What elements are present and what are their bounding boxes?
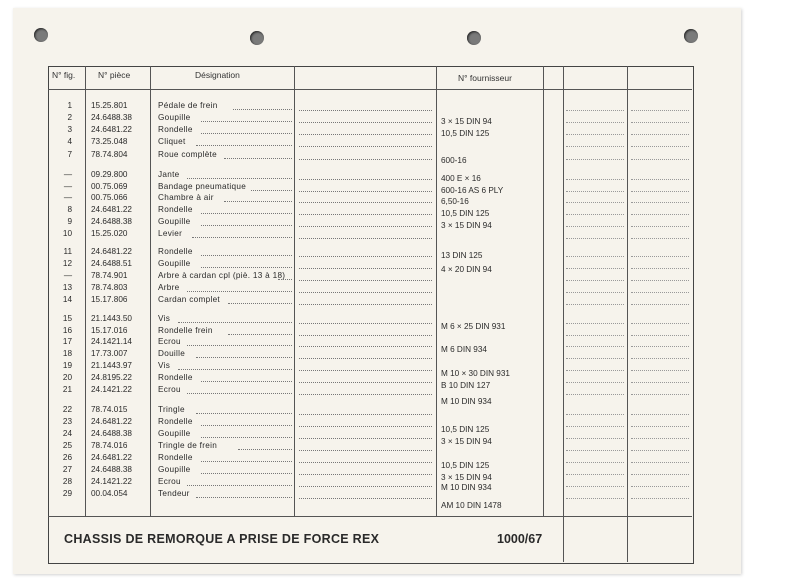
ruling-line: [566, 256, 624, 257]
part-number: 24.6488.38: [91, 217, 132, 226]
dot-leader: [299, 382, 432, 383]
dot-leader: [299, 191, 432, 192]
ruling-line: [566, 238, 624, 239]
dot-leader: [299, 134, 432, 135]
ruling-line: [566, 179, 624, 180]
dot-leader: [201, 213, 292, 214]
designation: Cliquet: [158, 137, 186, 146]
fig-number: 11: [63, 247, 72, 256]
ruling-line: [631, 179, 689, 180]
ruling-line: [631, 268, 689, 269]
fig-number: —: [63, 182, 72, 191]
supplier-number: 10,5 DIN 125: [441, 425, 490, 434]
dot-leader: [238, 449, 292, 450]
designation: Pédale de frein: [158, 101, 218, 110]
supplier-number: 4 × 20 DIN 94: [441, 265, 492, 274]
dot-leader: [201, 437, 292, 438]
ruling-line: [566, 426, 624, 427]
fig-number: —: [63, 271, 72, 280]
supplier-number: M 10 × 30 DIN 931: [441, 369, 510, 378]
fig-number: 24: [62, 429, 72, 438]
supplier-number: 13 DIN 125: [441, 251, 483, 260]
header-designation: Désignation: [195, 70, 240, 80]
ruling-line: [566, 474, 624, 475]
fig-number: 19: [62, 361, 72, 370]
ruling-line: [631, 146, 689, 147]
part-number: 24.1421.14: [91, 337, 132, 346]
dot-leader: [201, 381, 292, 382]
ruling-line: [566, 134, 624, 135]
fig-number: 7: [67, 150, 72, 159]
dot-leader: [299, 214, 432, 215]
dot-leader: [196, 497, 292, 498]
dot-leader: [178, 322, 292, 323]
header-fig: N° fig.: [52, 70, 76, 80]
dot-leader: [299, 110, 432, 111]
ruling-line: [631, 238, 689, 239]
designation: Rondelle: [158, 453, 193, 462]
dot-leader: [299, 226, 432, 227]
supplier-number: 10,5 DIN 125: [441, 129, 490, 138]
dot-leader: [299, 486, 432, 487]
fig-number: 22: [62, 405, 72, 414]
page-title: CHASSIS DE REMORQUE A PRISE DE FORCE REX: [64, 532, 380, 546]
fig-number: 29: [62, 489, 72, 498]
part-number: 15.25.801: [91, 101, 128, 110]
ruling-line: [631, 323, 689, 324]
ruling-line: [566, 486, 624, 487]
designation: Chambre à air: [158, 193, 214, 202]
ruling-line: [631, 462, 689, 463]
supplier-number: 600-16: [441, 156, 467, 165]
ruling-line: [631, 498, 689, 499]
designation: Arbre: [158, 283, 180, 292]
dot-leader: [299, 438, 432, 439]
ruling-line: [566, 370, 624, 371]
dot-leader: [201, 133, 292, 134]
part-number: 78.74.016: [91, 441, 128, 450]
designation: Rondelle: [158, 205, 193, 214]
designation: Arbre à cardan cpl (piè. 13 à 18): [158, 271, 286, 280]
dot-leader: [201, 121, 292, 122]
dot-leader: [299, 159, 432, 160]
designation: Ecrou: [158, 385, 181, 394]
dot-leader: [299, 122, 432, 123]
designation: Goupille: [158, 217, 191, 226]
ruling-line: [631, 280, 689, 281]
dot-leader: [299, 346, 432, 347]
designation: Cardan complet: [158, 295, 220, 304]
dot-leader: [299, 256, 432, 257]
fig-number: 14: [62, 295, 72, 304]
dot-leader: [187, 345, 292, 346]
supplier-number: 3 × 15 DIN 94: [441, 221, 492, 230]
ruling-line: [566, 110, 624, 111]
dot-leader: [299, 358, 432, 359]
ruling-line: [566, 346, 624, 347]
designation: Rondelle: [158, 417, 193, 426]
ruling-line: [631, 122, 689, 123]
fig-number: 27: [62, 465, 72, 474]
fig-number: 28: [62, 477, 72, 486]
dot-leader: [201, 225, 292, 226]
fig-number: 2: [67, 113, 72, 122]
ruling-line: [566, 462, 624, 463]
part-number: 21.1443.50: [91, 314, 132, 323]
dot-leader: [187, 485, 292, 486]
ruling-line: [631, 450, 689, 451]
supplier-number: 6,50-16: [441, 197, 469, 206]
dot-leader: [224, 158, 292, 159]
ruling-line: [566, 122, 624, 123]
binder-hole-1: [34, 28, 48, 42]
ruling-line: [566, 214, 624, 215]
designation: Rondelle: [158, 247, 193, 256]
fig-number: 8: [67, 205, 72, 214]
part-number: 78.74.015: [91, 405, 128, 414]
ruling-line: [631, 256, 689, 257]
part-number: 09.29.800: [91, 170, 128, 179]
supplier-number: M 6 DIN 934: [441, 345, 487, 354]
supplier-number: 10,5 DIN 125: [441, 461, 490, 470]
designation: Rondelle frein: [158, 326, 213, 335]
ruling-line: [631, 414, 689, 415]
dot-leader: [196, 145, 292, 146]
designation: Goupille: [158, 259, 191, 268]
ruling-line: [566, 358, 624, 359]
fig-number: 13: [62, 283, 72, 292]
dot-leader: [201, 461, 292, 462]
dot-leader: [299, 323, 432, 324]
part-number: 24.6481.22: [91, 417, 132, 426]
ruling-line: [631, 438, 689, 439]
part-number: 24.6481.22: [91, 453, 132, 462]
ruling-line: [566, 159, 624, 160]
fig-number: 12: [62, 259, 72, 268]
designation: Goupille: [158, 113, 191, 122]
part-number: 24.6488.38: [91, 429, 132, 438]
fig-number: 23: [62, 417, 72, 426]
ruling-line: [566, 191, 624, 192]
dot-leader: [299, 304, 432, 305]
ruling-line: [566, 202, 624, 203]
dot-leader: [299, 370, 432, 371]
ruling-line: [566, 450, 624, 451]
supplier-number: AM 10 DIN 1478: [441, 501, 502, 510]
dot-leader: [201, 473, 292, 474]
dot-leader: [228, 303, 292, 304]
dot-leader: [299, 450, 432, 451]
part-number: 24.6488.38: [91, 113, 132, 122]
dot-leader: [178, 369, 292, 370]
part-number: 73.25.048: [91, 137, 128, 146]
part-number: 78.74.804: [91, 150, 128, 159]
part-number: 24.1421.22: [91, 385, 132, 394]
part-number: 78.74.901: [91, 271, 128, 280]
ruling-line: [566, 335, 624, 336]
designation: Vis: [158, 314, 171, 323]
supplier-number: 10,5 DIN 125: [441, 209, 490, 218]
dot-leader: [228, 334, 292, 335]
header-rule: [48, 89, 692, 90]
designation: Roue complète: [158, 150, 217, 159]
supplier-number: 3 × 15 DIN 94: [441, 437, 492, 446]
ruling-line: [566, 280, 624, 281]
part-number: 24.6488.38: [91, 465, 132, 474]
ruling-line: [631, 335, 689, 336]
ruling-line: [631, 202, 689, 203]
footer-rule: [48, 516, 692, 517]
ruling-line: [566, 146, 624, 147]
part-number: 78.74.803: [91, 283, 128, 292]
fig-number: 3: [67, 125, 72, 134]
fig-number: 21: [62, 385, 72, 394]
part-number: 00.04.054: [91, 489, 128, 498]
dot-leader: [187, 393, 292, 394]
dot-leader: [233, 109, 292, 110]
supplier-number: 600-16 AS 6 PLY: [441, 186, 504, 195]
fig-number: 15: [62, 314, 72, 323]
ruling-line: [566, 498, 624, 499]
ruling-line: [566, 226, 624, 227]
fig-number: 4: [67, 137, 72, 146]
dot-leader: [299, 414, 432, 415]
dot-leader: [299, 238, 432, 239]
ruling-line: [631, 394, 689, 395]
dot-leader: [201, 255, 292, 256]
ruling-line: [631, 214, 689, 215]
dot-leader: [299, 462, 432, 463]
designation: Rondelle: [158, 373, 193, 382]
ruling-line: [631, 304, 689, 305]
ruling-line: [631, 159, 689, 160]
ruling-line: [631, 358, 689, 359]
dot-leader: [192, 237, 292, 238]
ruling-line: [631, 474, 689, 475]
dot-leader: [299, 474, 432, 475]
ruling-line: [631, 110, 689, 111]
fig-number: 26: [62, 453, 72, 462]
dot-leader: [251, 190, 292, 191]
header-piece: N° pièce: [98, 70, 131, 80]
dot-leader: [196, 413, 292, 414]
fig-number: —: [63, 193, 72, 202]
ruling-line: [631, 370, 689, 371]
header-supplier: N° fournisseur: [458, 73, 512, 83]
designation: Vis: [158, 361, 171, 370]
designation: Tringle: [158, 405, 185, 414]
footer-col-divider: [627, 516, 628, 562]
designation: Jante: [158, 170, 180, 179]
part-number: 24.6481.22: [91, 205, 132, 214]
designation: Rondelle: [158, 125, 193, 134]
ruling-line: [631, 134, 689, 135]
ruling-line: [631, 426, 689, 427]
dot-leader: [224, 201, 292, 202]
part-number: 17.73.007: [91, 349, 128, 358]
designation: Douille: [158, 349, 186, 358]
part-number: 15.17.016: [91, 326, 128, 335]
designation: Ecrou: [158, 337, 181, 346]
fig-number: 18: [62, 349, 72, 358]
designation: Tendeur: [158, 489, 190, 498]
ruling-line: [566, 292, 624, 293]
supplier-number: B 10 DIN 127: [441, 381, 491, 390]
part-number: 21.1443.97: [91, 361, 132, 370]
ruling-line: [631, 486, 689, 487]
designation: Bandage pneumatique: [158, 182, 247, 191]
dot-leader: [201, 425, 292, 426]
dot-leader: [299, 202, 432, 203]
ruling-line: [566, 438, 624, 439]
ruling-line: [566, 414, 624, 415]
part-number: 24.6481.22: [91, 125, 132, 134]
part-number: 15.25.020: [91, 229, 128, 238]
supplier-number: M 10 DIN 934: [441, 483, 492, 492]
dot-leader: [299, 335, 432, 336]
supplier-number: 400 E × 16: [441, 174, 481, 183]
designation: Goupille: [158, 429, 191, 438]
dot-leader: [299, 179, 432, 180]
dot-leader: [201, 267, 292, 268]
binder-hole-3: [467, 31, 481, 45]
fig-number: 20: [62, 373, 72, 382]
dot-leader: [299, 498, 432, 499]
dot-leader: [299, 292, 432, 293]
ruling-line: [566, 268, 624, 269]
ruling-line: [631, 382, 689, 383]
dot-leader: [299, 426, 432, 427]
designation: Ecrou: [158, 477, 181, 486]
part-number: 24.6488.51: [91, 259, 132, 268]
binder-hole-2: [250, 31, 264, 45]
ruling-line: [631, 226, 689, 227]
designation: Tringle de frein: [158, 441, 218, 450]
dot-leader: [299, 268, 432, 269]
part-number: 15.17.806: [91, 295, 128, 304]
part-number: 24.6481.22: [91, 247, 132, 256]
dot-leader: [299, 146, 432, 147]
dot-leader: [187, 291, 292, 292]
part-number: 00.75.066: [91, 193, 128, 202]
designation: Goupille: [158, 465, 191, 474]
ruling-line: [631, 191, 689, 192]
supplier-number: 3 × 15 DIN 94: [441, 117, 492, 126]
fig-number: 1: [67, 101, 72, 110]
part-number: 24.8195.22: [91, 373, 132, 382]
fig-number: 16: [62, 326, 72, 335]
supplier-number: 3 × 15 DIN 94: [441, 473, 492, 482]
fig-number: 25: [62, 441, 72, 450]
page-reference: 1000/67: [497, 532, 543, 546]
binder-hole-4: [684, 29, 698, 43]
ruling-line: [566, 382, 624, 383]
dot-leader: [187, 178, 292, 179]
part-number: 00.75.069: [91, 182, 128, 191]
fig-number: 10: [62, 229, 72, 238]
ruling-line: [566, 304, 624, 305]
ruling-line: [566, 323, 624, 324]
dot-leader: [299, 394, 432, 395]
dot-leader: [196, 357, 292, 358]
supplier-number: M 6 × 25 DIN 931: [441, 322, 506, 331]
dot-leader: [299, 280, 432, 281]
footer-col-divider-2: [563, 516, 564, 562]
designation: Levier: [158, 229, 183, 238]
ruling-line: [631, 346, 689, 347]
supplier-number: M 10 DIN 934: [441, 397, 492, 406]
ruling-line: [631, 292, 689, 293]
part-number: 24.1421.22: [91, 477, 132, 486]
fig-number: —: [63, 170, 72, 179]
fig-number: 17: [62, 337, 72, 346]
dot-leader: [278, 279, 292, 280]
fig-number: 9: [67, 217, 72, 226]
ruling-line: [566, 394, 624, 395]
